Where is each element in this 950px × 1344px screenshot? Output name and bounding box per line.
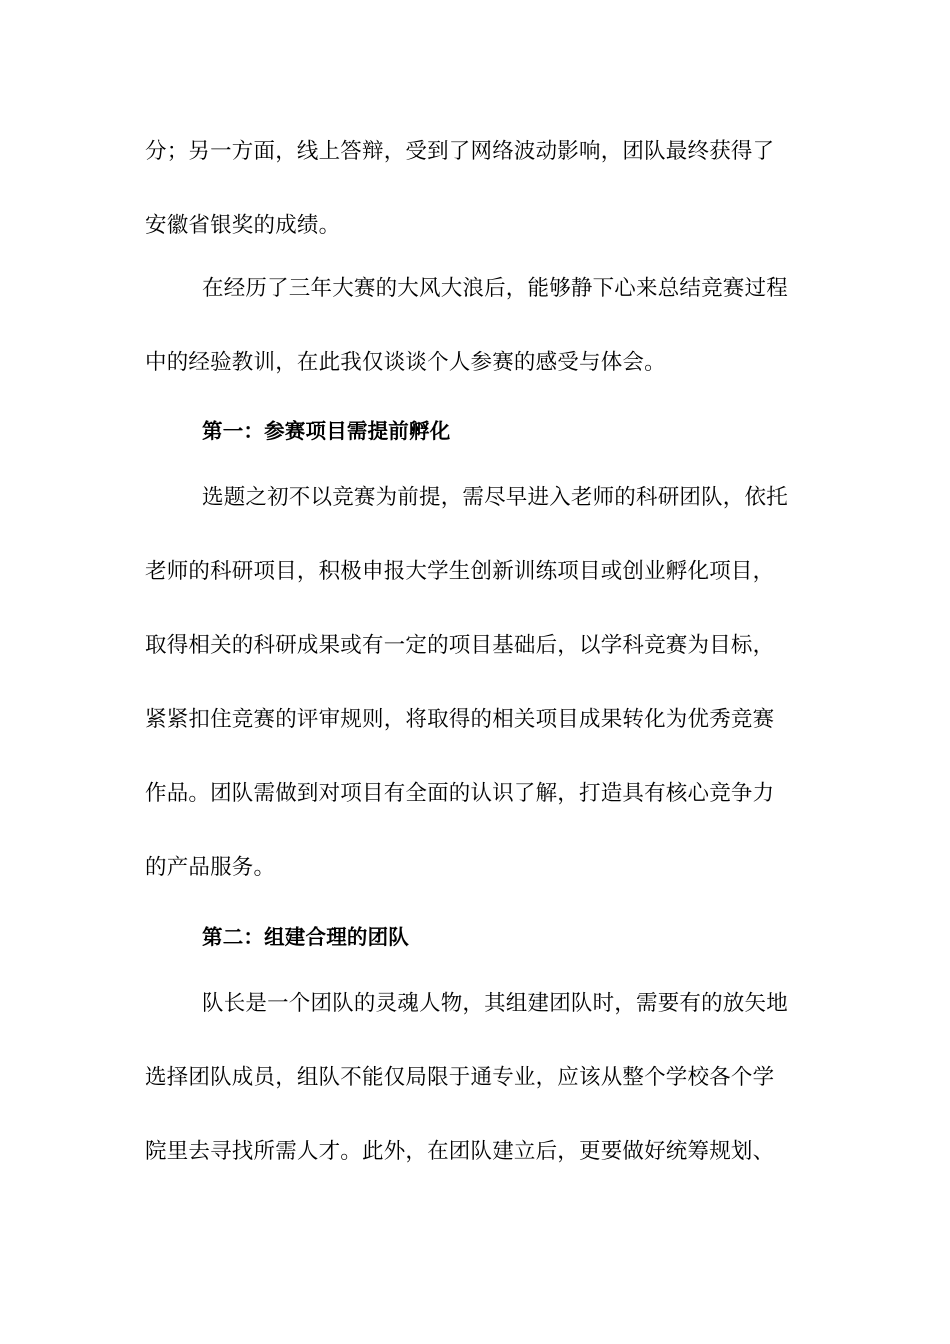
body-text-line: 老师的科研项目，积极申报大学生创新训练项目或创业孵化项目， [145, 559, 775, 584]
body-text-line: 分；另一方面，线上答辩，受到了网络波动影响，团队最终获得了 [145, 139, 775, 164]
body-text-line: 中的经验教训，在此我仅谈谈个人参赛的感受与体会。 [145, 350, 666, 375]
section-heading-2: 第二：组建合理的团队 [202, 925, 409, 949]
paragraph-first-line: 在经历了三年大赛的大风大浪后，能够静下心来总结竞赛过程 [202, 276, 788, 301]
body-text-line: 作品。团队需做到对项目有全面的认识了解，打造具有核心竞争力 [145, 781, 775, 806]
section-heading-1: 第一：参赛项目需提前孵化 [202, 419, 451, 443]
paragraph-first-line: 队长是一个团队的灵魂人物，其组建团队时，需要有的放矢地 [202, 991, 788, 1016]
body-text-line: 的产品服务。 [145, 855, 276, 880]
body-text-line: 安徽省银奖的成绩。 [145, 213, 341, 238]
body-text-line: 紧紧扣住竞赛的评审规则，将取得的相关项目成果转化为优秀竞赛 [145, 707, 775, 732]
paragraph-first-line: 选题之初不以竞赛为前提，需尽早进入老师的科研团队，依托 [202, 485, 788, 510]
body-text-line: 院里去寻找所需人才。此外，在团队建立后，更要做好统筹规划、 [145, 1139, 775, 1164]
body-text-line: 选择团队成员，组队不能仅局限于通专业，应该从整个学校各个学 [145, 1065, 775, 1090]
body-text-line: 取得相关的科研成果或有一定的项目基础后，以学科竞赛为目标， [145, 633, 775, 658]
